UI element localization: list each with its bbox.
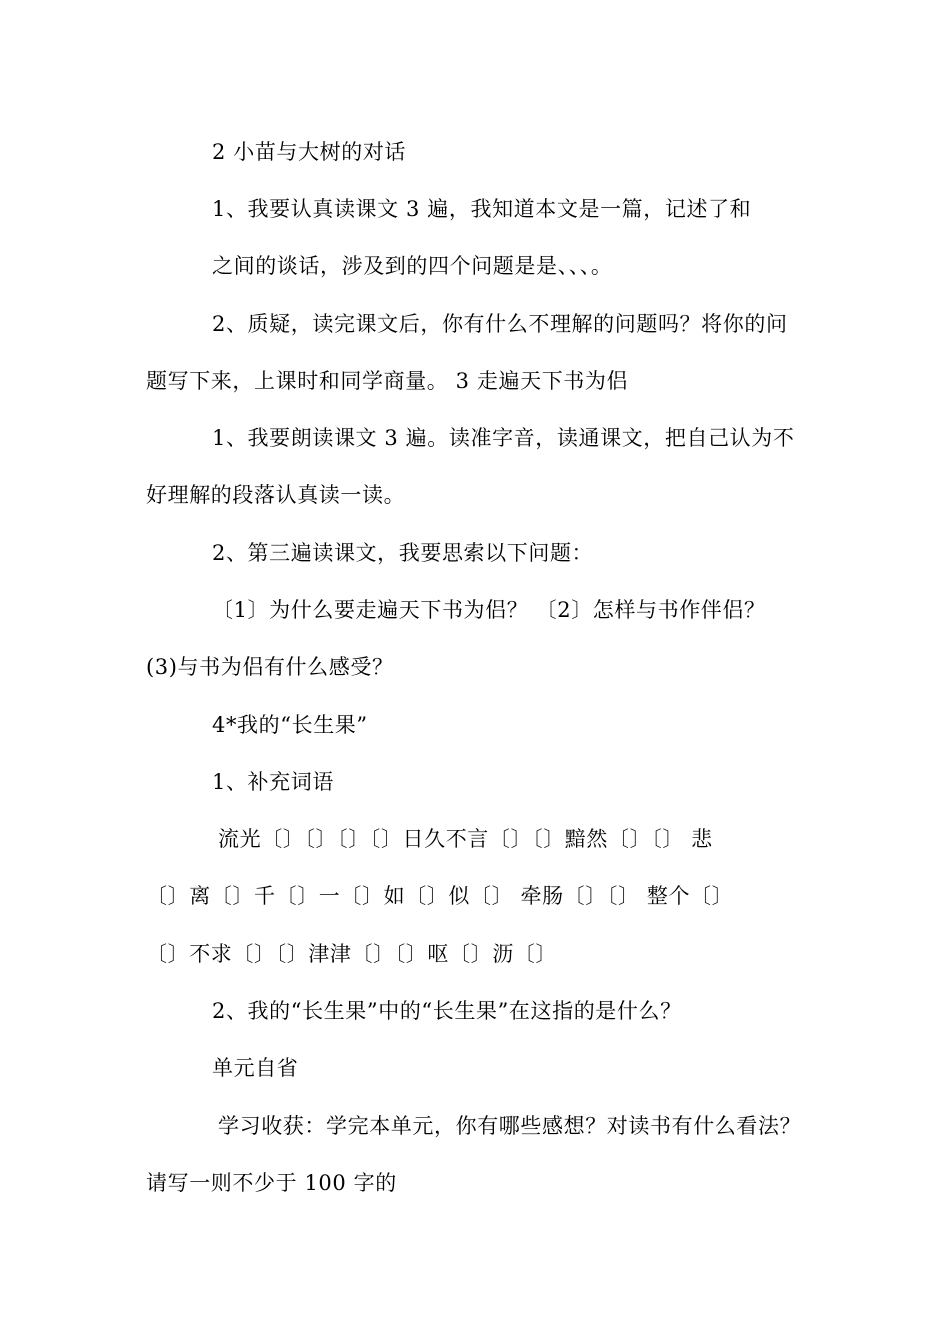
paragraph-line: 2、质疑，读完课文后，你有什么不理解的问题吗？将你的问 — [212, 312, 788, 336]
paragraph-line: 好理解的段落认真读一读。 — [146, 483, 406, 507]
paragraph-line: 〔〕离〔〕千〔〕一〔〕如〔〕似〔〕 牵肠〔〕〔〕 整个〔〕 — [146, 884, 734, 908]
paragraph-line: 题写下来，上课时和同学商量。 3 走遍天下书为侣 — [146, 369, 629, 393]
paragraph-line: 1、我要认真读课文 3 遍，我知道本文是一篇，记述了和 — [212, 197, 752, 221]
paragraph-line: 学习收获：学完本单元，你有哪些感想？对读书有什么看法？ — [218, 1114, 802, 1138]
paragraph-line: 1、我要朗读课文 3 遍。读准字音，读通课文，把自己认为不 — [212, 426, 795, 450]
paragraph-line: 1、补充词语 — [212, 770, 334, 794]
paragraph-line: 请写一则不少于 100 字的 — [146, 1171, 397, 1195]
paragraph-line: 之间的谈话，涉及到的四个问题是是、、、。 — [212, 254, 613, 278]
paragraph-line: 2、第三遍读课文，我要思索以下问题： — [212, 541, 594, 565]
lesson-4-title: 4*我的“长生果” — [212, 713, 368, 737]
paragraph-line: 流光〔〕〔〕〔〕〔〕日久不言〔〕〔〕黯然〔〕〔〕 悲 — [218, 827, 713, 851]
paragraph-line: (3)与书为侣有什么感受？ — [146, 655, 394, 679]
paragraph-line: 〔〕不求〔〕〔〕津津〔〕〔〕呕〔〕沥〔〕 — [146, 942, 557, 966]
unit-review-heading: 单元自省 — [212, 1056, 299, 1080]
lesson-2-title: 2 小苗与大树的对话 — [212, 140, 407, 164]
paragraph-line: 2、我的“长生果”中的“长生果”在这指的是什么？ — [212, 999, 682, 1023]
paragraph-line: 〔1〕为什么要走遍天下书为侣？ 〔2〕怎样与书作伴侣？ — [212, 598, 766, 622]
